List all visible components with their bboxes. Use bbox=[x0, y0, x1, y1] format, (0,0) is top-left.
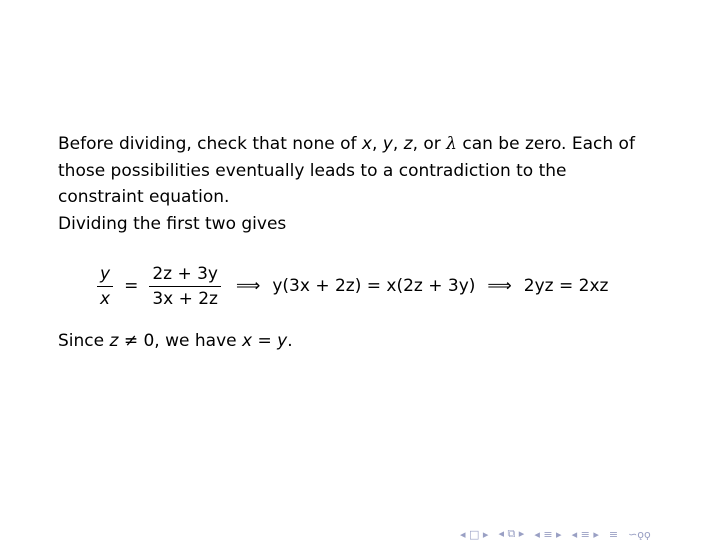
text: Before dividing, check that none of bbox=[58, 134, 362, 154]
var-y: y bbox=[382, 134, 393, 154]
implies-arrow: ⟹ bbox=[235, 276, 261, 296]
text: Since bbox=[58, 331, 110, 351]
paragraph-2: Dividing the first two gives bbox=[58, 213, 287, 234]
nav-slide-icon[interactable]: ◂ ≡ ▸ bbox=[571, 527, 599, 541]
slide-body bbox=[58, 131, 678, 237]
beamer-navigation bbox=[459, 526, 652, 542]
var-z: z bbox=[109, 331, 119, 351]
nav-subsection-icon[interactable]: ◂ ≡ ▸ bbox=[534, 527, 562, 541]
text: , bbox=[392, 134, 404, 154]
result-equation: 2yz = 2xz bbox=[523, 276, 609, 296]
lambda-symbol: λ bbox=[446, 134, 457, 154]
numerator: 2z + 3y bbox=[152, 263, 218, 284]
text: , bbox=[371, 134, 383, 154]
fraction-y-over-x bbox=[97, 262, 113, 311]
var-x: x bbox=[242, 331, 253, 351]
paragraph-line-1 bbox=[58, 131, 678, 158]
nav-search-icon[interactable]: ∽ǫϙ bbox=[628, 527, 651, 541]
numerator: y bbox=[100, 263, 111, 284]
nav-section-icon[interactable]: ◂ ⧉ ▸ bbox=[498, 527, 525, 540]
text: . bbox=[287, 331, 293, 351]
var-z: z bbox=[403, 134, 413, 154]
text: can be zero. Each of bbox=[456, 134, 635, 154]
paragraph-line-2: those possibilities eventually leads to a contradiction to the bbox=[58, 160, 567, 181]
implies-arrow: ⟹ bbox=[487, 276, 512, 296]
text: , or bbox=[412, 134, 447, 154]
fraction-ratio bbox=[149, 262, 221, 311]
denominator: x bbox=[100, 288, 111, 309]
var-y: y bbox=[277, 331, 288, 351]
nav-align-icon[interactable]: ≡ bbox=[608, 527, 619, 541]
division-equation bbox=[94, 258, 608, 314]
text: ≠ 0, we have bbox=[118, 331, 242, 351]
denominator: 3x + 2z bbox=[152, 288, 218, 309]
equals-sign: = bbox=[124, 276, 139, 296]
conclusion bbox=[58, 328, 678, 355]
var-x: x bbox=[361, 134, 372, 154]
paragraph-line-3: constraint equation. bbox=[58, 187, 230, 207]
nav-frame-icon[interactable]: ◂ □ ▸ bbox=[460, 527, 489, 541]
text: = bbox=[252, 331, 278, 351]
conclusion-line bbox=[58, 328, 678, 355]
expanded-equation: y(3x + 2z) = x(2z + 3y) bbox=[272, 276, 476, 296]
